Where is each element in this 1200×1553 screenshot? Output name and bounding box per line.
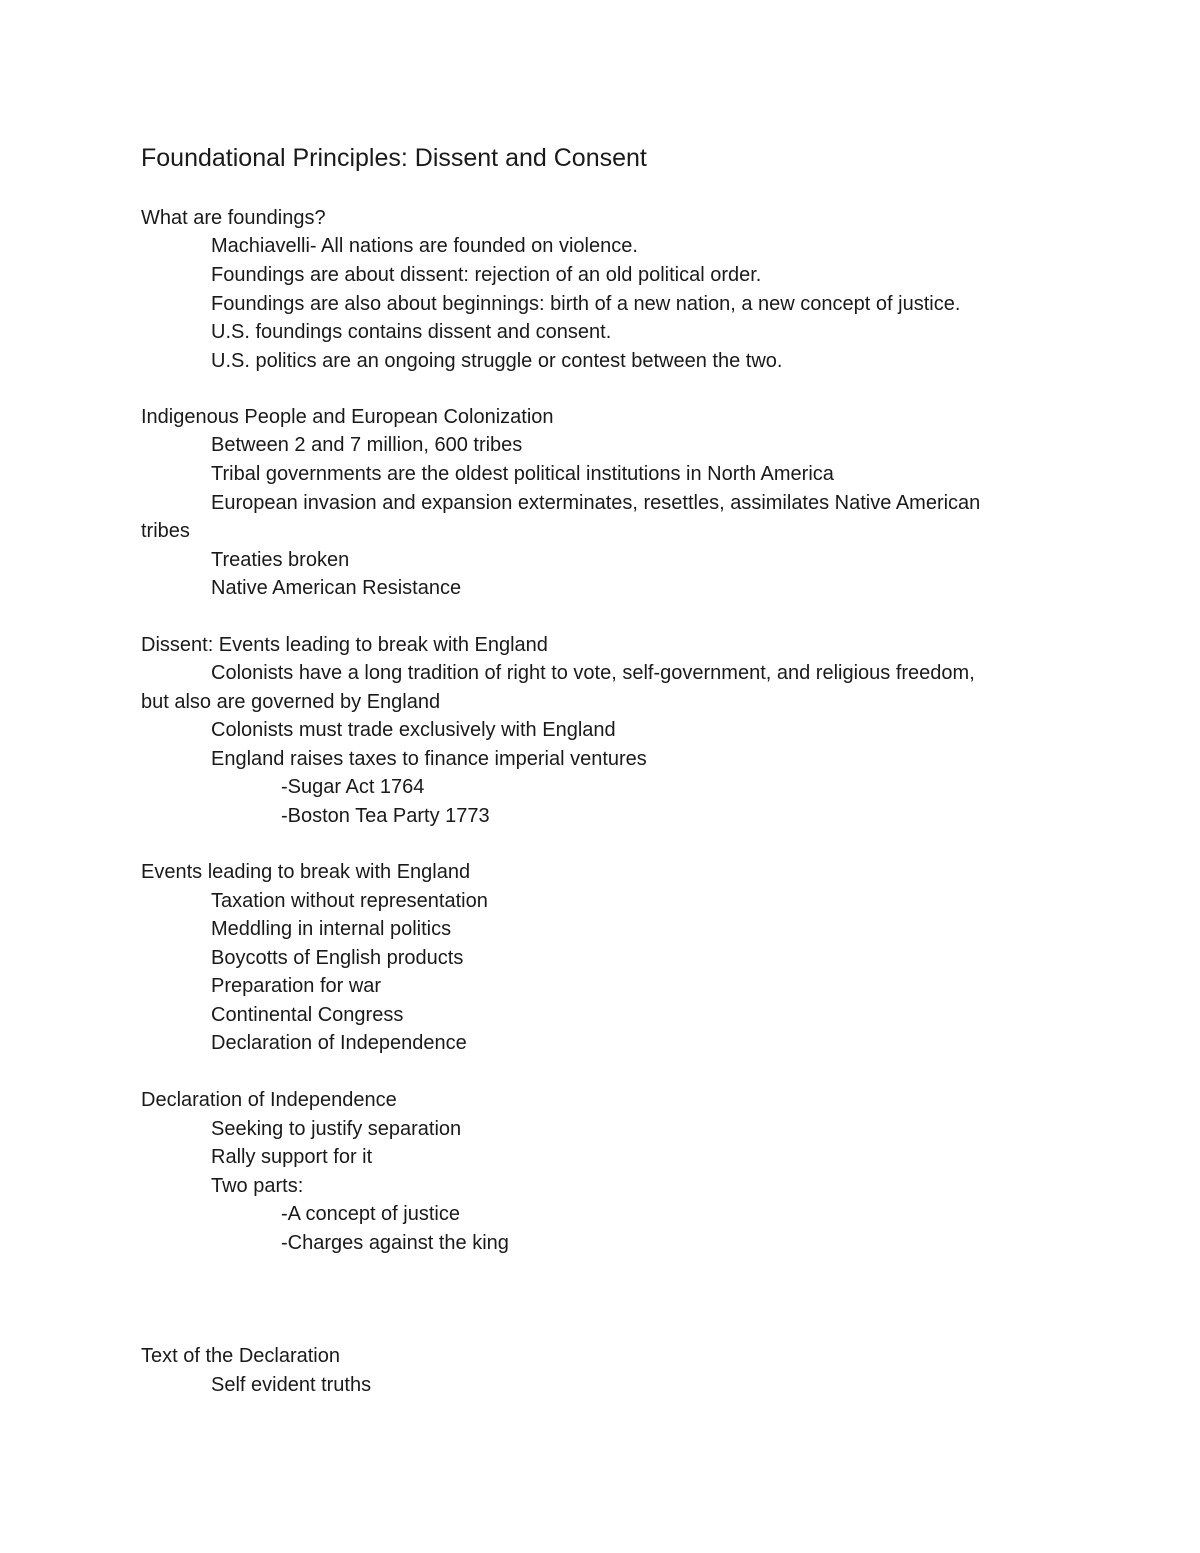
outline-item: Rally support for it (211, 1146, 373, 1168)
outline-item: Foundings are about dissent: rejection of an old political order. (211, 264, 762, 286)
section-heading: Events leading to break with England (141, 861, 471, 883)
outline-item: Foundings are also about beginnings: birth of a new nation, a new concept of justice. (211, 293, 961, 315)
outline-item: European invasion and expansion exterminates, resettles, assimilates Native American (211, 492, 981, 514)
outline-item: Between 2 and 7 million, 600 tribes (211, 434, 523, 456)
section-heading: What are foundings? (141, 207, 326, 229)
outline-subitem: -A concept of justice (281, 1203, 460, 1225)
outline-item: Two parts: (211, 1175, 304, 1197)
outline-item: Native American Resistance (211, 577, 462, 599)
outline-item: Tribal governments are the oldest political institutions in North America (211, 463, 834, 485)
section-heading: Declaration of Independence (141, 1089, 397, 1111)
outline-subitem: -Sugar Act 1764 (281, 776, 425, 798)
outline-item: England raises taxes to finance imperial ventures (211, 748, 647, 770)
outline-item: Colonists have a long tradition of right to vote, self-government, and religious freedom, (211, 662, 975, 684)
outline-item: Boycotts of English products (211, 947, 464, 969)
outline-item: Declaration of Independence (211, 1032, 467, 1054)
outline-item-continuation: but also are governed by England (141, 691, 441, 713)
outline-item: Meddling in internal politics (211, 918, 452, 940)
outline-subitem: -Boston Tea Party 1773 (281, 805, 490, 827)
outline-item: Taxation without representation (211, 890, 488, 912)
outline-subitem: -Charges against the king (281, 1232, 509, 1254)
outline-item: U.S. foundings contains dissent and consent. (211, 321, 612, 343)
outline-item: Treaties broken (211, 549, 350, 571)
outline-item: Self evident truths (211, 1374, 372, 1396)
section-heading: Indigenous People and European Colonization (141, 406, 554, 428)
section-heading: Text of the Declaration (141, 1345, 340, 1367)
outline-item: Machiavelli- All nations are founded on violence. (211, 235, 638, 257)
outline-item: U.S. politics are an ongoing struggle or contest between the two. (211, 350, 783, 372)
section-heading: Dissent: Events leading to break with England (141, 634, 548, 656)
document-title: Foundational Principles: Dissent and Consent (141, 144, 647, 172)
outline-item: Preparation for war (211, 975, 382, 997)
outline-item-continuation: tribes (141, 520, 190, 542)
outline-item: Continental Congress (211, 1004, 404, 1026)
outline-item: Seeking to justify separation (211, 1118, 462, 1140)
outline-item: Colonists must trade exclusively with England (211, 719, 616, 741)
